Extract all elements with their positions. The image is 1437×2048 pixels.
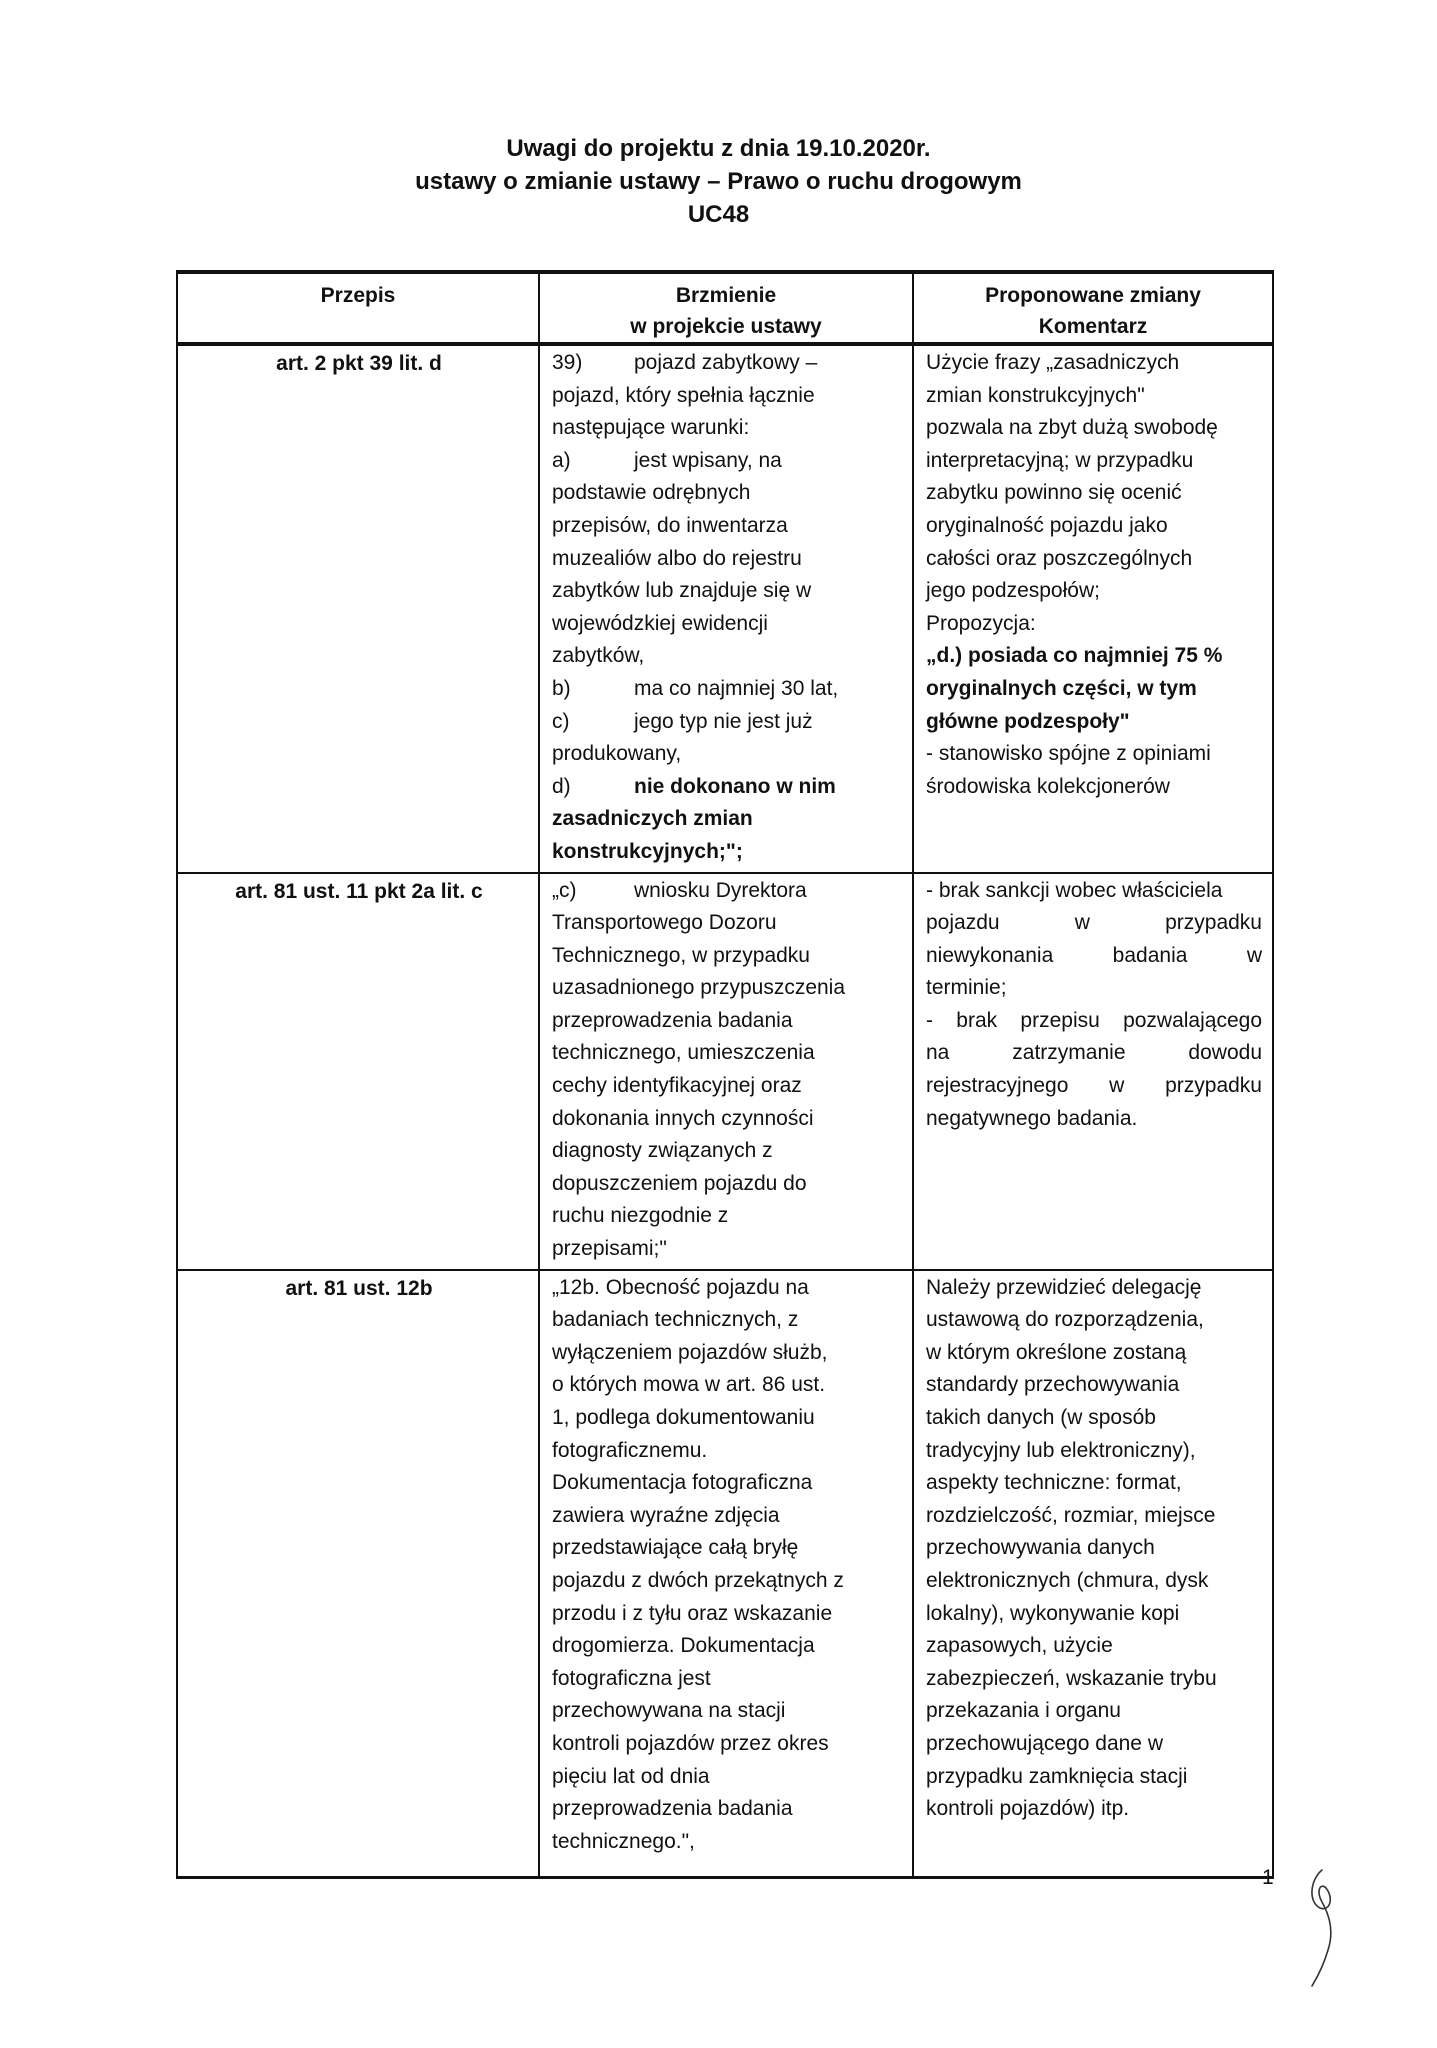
draft-line: ruchu niezgodnie z [552, 1204, 729, 1228]
comment-line: Propozycja: [926, 611, 1036, 635]
rule-cell [177, 344, 539, 873]
table-row [177, 873, 1273, 1270]
comment-line: Użycie frazy „zasadniczych [926, 351, 1180, 374]
draft-line: 39) pojazd zabytkowy – [552, 351, 818, 374]
document-title [0, 132, 1437, 231]
header-zmiany [913, 272, 1273, 344]
draft-line: technicznego, umieszczenia [552, 1041, 815, 1065]
comment-line: całości oraz poszczególnych [926, 546, 1193, 570]
comment-line: środowiska kolekcjonerów [926, 774, 1170, 798]
comment-line: zabezpieczeń, wskazanie trybu [926, 1666, 1217, 1690]
title-line-2: ustawy o zmianie ustawy – Prawo o ruchu drogowym [415, 168, 1022, 195]
comment-line: ustawową do rozporządzenia, [926, 1308, 1204, 1332]
draft-line: fotograficzna jest [552, 1666, 711, 1690]
draft-line: następujące warunki: [552, 416, 750, 440]
rule-cell [177, 873, 539, 1270]
draft-line: o których mowa w art. 86 ust. [552, 1373, 826, 1397]
draft-line: fotograficznemu. [552, 1438, 708, 1462]
comment-block [926, 875, 1262, 1136]
rule-reference: art. 81 ust. 12b [285, 1276, 433, 1300]
comment-line: jego podzespołów; [926, 579, 1100, 603]
comment-line: niewykonania badania w [926, 943, 1262, 967]
draft-line: „c) wniosku Dyrektora [552, 878, 807, 902]
proposal-line: oryginalnych części, w tym [926, 676, 1197, 700]
draft-line: d) nie dokonano w nim [552, 774, 836, 798]
comment-line: terminie; [926, 976, 1007, 1000]
title-line-3: UC48 [687, 201, 750, 228]
header-zmiany-label: Proponowane zmiany [985, 284, 1201, 307]
comment-line: rozdzielczość, rozmiar, miejsce [926, 1503, 1216, 1527]
rule-reference: art. 2 pkt 39 lit. d [276, 352, 442, 375]
draft-line: 1, podlega dokumentowaniu [552, 1406, 815, 1429]
comment-line: interpretacyjną; w przypadku [926, 448, 1194, 472]
draft-line: wyłączeniem pojazdów służb, [552, 1340, 828, 1364]
draft-line: c) jego typ nie jest już [552, 709, 813, 733]
draft-line: pojazdu z dwóch przekątnych z [552, 1568, 844, 1592]
draft-line: Technicznego, w przypadku [552, 943, 810, 967]
draft-line: „12b. Obecność pojazdu na [552, 1275, 809, 1299]
draft-line: Transportowego Dozoru [552, 911, 777, 935]
draft-line: podstawie odrębnych [552, 481, 751, 505]
comment-line: przekazania i organu [926, 1699, 1121, 1723]
comment-line: pojazdu w przypadku [926, 911, 1262, 935]
draft-text-cell [539, 344, 913, 873]
comment-line: na zatrzymanie dowodu [926, 1041, 1262, 1065]
draft-line: pięciu lat od dnia [552, 1764, 710, 1788]
comment-line: takich danych (w sposób [926, 1406, 1156, 1429]
comment-line: przechowującego dane w [926, 1731, 1163, 1755]
comment-line: zapasowych, użycie [926, 1634, 1113, 1658]
comment-line: przypadku zamknięcia stacji [926, 1764, 1188, 1788]
comment-line: - brak przepisu pozwalającego [926, 1008, 1262, 1032]
rule-reference: art. 81 ust. 11 pkt 2a lit. c [235, 879, 483, 903]
comment-line: pozwala na zbyt dużą swobodę [926, 416, 1218, 440]
draft-line: pojazd, który spełnia łącznie [552, 383, 815, 407]
draft-line: przepisami;" [552, 1237, 667, 1261]
draft-line: przeprowadzenia badania [552, 1008, 793, 1032]
draft-line: muzealiów albo do rejestru [552, 546, 802, 570]
draft-line: przedstawiające całą bryłę [552, 1536, 799, 1560]
page-number: 1 [1262, 1866, 1274, 1889]
draft-line: przepisów, do inwentarza [552, 513, 788, 537]
draft-line: przechowywana na stacji [552, 1699, 786, 1723]
draft-line: drogomierza. Dokumentacja [552, 1634, 815, 1658]
comment-cell [913, 873, 1273, 1270]
table-row [177, 344, 1273, 873]
header-przepis-label: Przepis [320, 284, 396, 307]
draft-line: zasadniczych zmian [552, 807, 753, 831]
remarks-table [176, 270, 1274, 1879]
table-row [177, 1270, 1273, 1878]
comment-line: - stanowisko spójne z opiniami [926, 742, 1211, 766]
draft-line: przeprowadzenia badania [552, 1797, 793, 1821]
comment-line: lokalny), wykonywanie kopi [926, 1601, 1180, 1625]
comment-cell [913, 1270, 1273, 1878]
comment-cell [913, 344, 1273, 873]
comment-line: aspekty techniczne: format, [926, 1471, 1182, 1495]
draft-line: zabytków, [552, 644, 645, 668]
draft-line: diagnosty związanych z [552, 1139, 773, 1163]
draft-line: dokonania innych czynności [552, 1106, 814, 1130]
proposal-line: „d.) posiada co najmniej 75 % [926, 644, 1223, 668]
comment-line: oryginalność pojazdu jako [926, 513, 1168, 537]
draft-line: zabytków lub znajduje się w [552, 579, 812, 603]
title-line-1: Uwagi do projektu z dnia 19.10.2020r. [506, 135, 931, 162]
comment-line: negatywnego badania. [926, 1106, 1138, 1130]
handwritten-initial-signature [1300, 1862, 1348, 1992]
draft-line: Dokumentacja fotograficzna [552, 1471, 813, 1495]
comment-line: standardy przechowywania [926, 1373, 1180, 1397]
draft-line: technicznego.", [552, 1829, 695, 1853]
comment-line: zabytku powinno się ocenić [926, 481, 1182, 505]
comment-line: rejestracyjnego w przypadku [926, 1074, 1262, 1098]
proposal-line: główne podzespoły" [926, 709, 1130, 733]
draft-line: wojewódzkiej ewidencji [552, 611, 768, 635]
header-komentarz-label: Komentarz [1038, 315, 1148, 338]
draft-line: dopuszczeniem pojazdu do [552, 1171, 807, 1195]
comment-line: tradycyjny lub elektroniczny), [926, 1438, 1196, 1462]
draft-line: zawiera wyraźne zdjęcia [552, 1503, 780, 1527]
draft-line: badaniach technicznych, z [552, 1308, 799, 1332]
draft-line: uzasadnionego przypuszczenia [552, 976, 846, 1000]
header-przepis [177, 272, 539, 344]
comment-line: Należy przewidzieć delegację [926, 1275, 1202, 1299]
comment-line: zmian konstrukcyjnych" [926, 383, 1145, 407]
header-brzmienie-label: Brzmienie [675, 284, 777, 307]
draft-line: konstrukcyjnych;"; [552, 839, 743, 863]
draft-line: przodu i z tyłu oraz wskazanie [552, 1601, 833, 1625]
draft-line: a) jest wpisany, na [552, 448, 782, 472]
draft-line: kontroli pojazdów przez okres [552, 1731, 829, 1755]
draft-line: b) ma co najmniej 30 lat, [552, 676, 839, 700]
draft-text-cell [539, 873, 913, 1270]
comment-line: w którym określone zostaną [926, 1340, 1187, 1364]
draft-text-cell [539, 1270, 913, 1878]
header-brzmienie [539, 272, 913, 344]
rule-cell [177, 1270, 539, 1878]
comment-line: - brak sankcji wobec właściciela [926, 878, 1223, 902]
table-header-row [177, 272, 1273, 344]
comment-line: przechowywania danych [926, 1536, 1155, 1560]
comment-line: elektronicznych (chmura, dysk [926, 1568, 1209, 1592]
draft-line: produkowany, [552, 742, 682, 766]
header-brzmienie-sublabel: w projekcie ustawy [630, 315, 822, 338]
draft-line: cechy identyfikacyjnej oraz [552, 1074, 802, 1098]
comment-line: kontroli pojazdów) itp. [926, 1797, 1130, 1821]
